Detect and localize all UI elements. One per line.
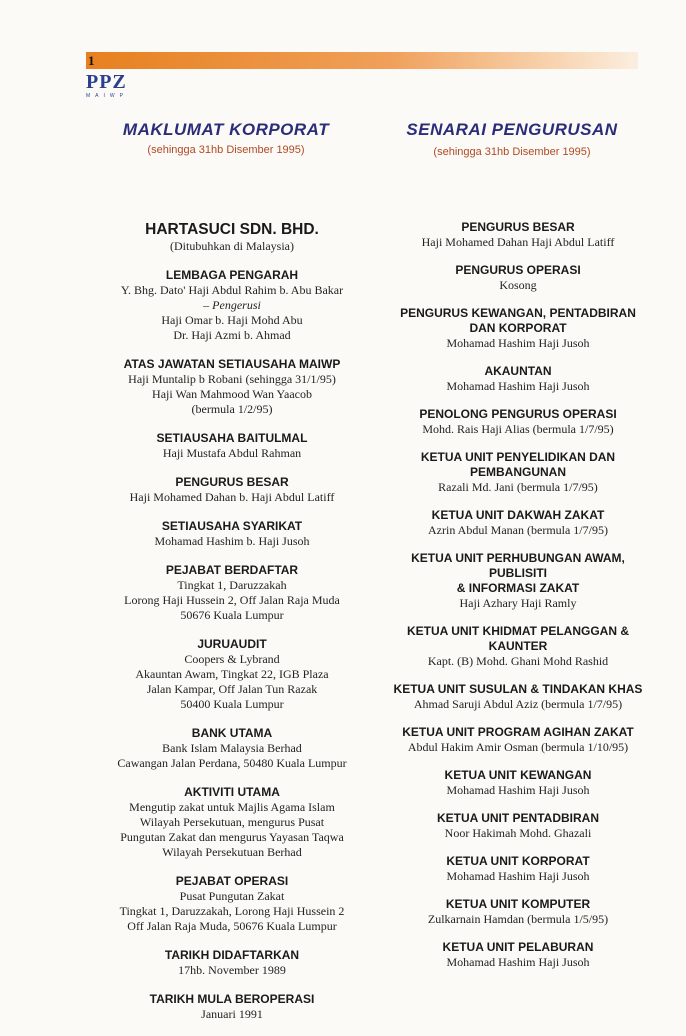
section-line: Haji Muntalip b Robani (sehingga 31/1/95)	[128, 372, 336, 386]
mgmt-title: PUBLISITI	[488, 566, 547, 580]
logo-subtext: MAIWP	[86, 93, 128, 99]
section-title: TARIKH MULA BEROPERASI	[149, 992, 315, 1006]
mgmt-title: KETUA UNIT SUSULAN & TINDAKAN KHAS	[393, 682, 643, 696]
section-line: Pusat Pungutan Zakat	[179, 889, 285, 903]
section-line: Off Jalan Raja Muda, 50676 Kuala Lumpur	[127, 919, 337, 933]
company-note: (Ditubuhkan di Malaysia)	[170, 239, 294, 253]
mgmt-title: DAN KORPORAT	[469, 321, 567, 335]
section-line: Jalan Kampar, Off Jalan Tun Razak	[146, 682, 318, 696]
mgmt-pengurus-operasi	[372, 263, 664, 293]
section-juruaudit	[86, 637, 378, 712]
section-setiausaha-syarikat	[86, 519, 378, 549]
mgmt-name: Azrin Abdul Manan (bermula 1/7/95)	[428, 523, 608, 537]
mgmt-title: KETUA UNIT KORPORAT	[446, 854, 590, 868]
mgmt-title: KETUA UNIT PENYELIDIKAN DAN	[420, 450, 616, 464]
section-setiausaha-maiwp	[86, 357, 378, 417]
section-bank-utama	[86, 726, 378, 771]
mgmt-name: Haji Mohamed Dahan Haji Abdul Latiff	[421, 235, 615, 249]
section-title: TARIKH DIDAFTARKAN	[164, 948, 300, 962]
section-lembaga-pengarah	[86, 268, 378, 343]
section-line: Januari 1991	[201, 1007, 263, 1021]
company-block	[86, 220, 378, 254]
mgmt-title: KETUA UNIT PERHUBUNGAN AWAM,	[411, 551, 625, 565]
mgmt-title: PENGURUS KEWANGAN, PENTADBIRAN	[400, 306, 636, 320]
section-line: Wilayah Persekutuan Berhad	[162, 845, 302, 859]
section-line: Pungutan Zakat dan mengurus Yayasan Taqwa	[120, 830, 344, 844]
section-line: – Pengerusi	[203, 298, 261, 312]
mgmt-unit-pelaburan	[372, 940, 664, 970]
mgmt-unit-kewangan	[372, 768, 664, 798]
mgmt-unit-dakwah	[372, 508, 664, 538]
mgmt-name: Mohamad Hashim Haji Jusoh	[446, 336, 590, 350]
company-name: HARTASUCI SDN. BHD.	[145, 221, 319, 238]
section-title: PEJABAT BERDAFTAR	[165, 563, 299, 577]
left-heading: MAKLUMAT KORPORAT	[122, 120, 330, 139]
mgmt-title: KETUA UNIT KEWANGAN	[444, 768, 592, 782]
section-pejabat-operasi	[86, 874, 378, 934]
mgmt-title: PENGURUS BESAR	[461, 220, 575, 234]
mgmt-title: PEMBANGUNAN	[470, 465, 566, 479]
section-line: Haji Mustafa Abdul Rahman	[162, 446, 302, 460]
section-line: Akauntan Awam, Tingkat 22, IGB Plaza	[135, 667, 329, 681]
header-bar	[86, 52, 638, 69]
section-line: Haji Wan Mahmood Wan Yaacob	[152, 387, 312, 401]
mgmt-name: Mohamad Hashim Haji Jusoh	[446, 783, 590, 797]
section-pengurus-besar	[86, 475, 378, 505]
section-tarikh-mula-beroperasi	[86, 992, 378, 1022]
section-line: Mengutip zakat untuk Majlis Agama Islam	[129, 800, 335, 814]
mgmt-title: KETUA UNIT PROGRAM AGIHAN ZAKAT	[402, 725, 634, 739]
mgmt-title: KETUA UNIT PELABURAN	[442, 940, 594, 954]
mgmt-name: Mohamad Hashim Haji Jusoh	[446, 869, 590, 883]
management-list-column	[372, 220, 664, 983]
mgmt-title: & INFORMASI ZAKAT	[456, 581, 580, 595]
right-heading: SENARAI PENGURUSAN	[406, 120, 618, 139]
mgmt-title: PENOLONG PENGURUS OPERASI	[419, 407, 617, 421]
section-line: Mohamad Hashim b. Haji Jusoh	[154, 534, 310, 548]
section-line: Tingkat 1, Daruzzakah, Lorong Haji Hussein 2	[119, 904, 345, 918]
mgmt-pengurus-besar	[372, 220, 664, 250]
mgmt-title: KETUA UNIT KOMPUTER	[445, 897, 591, 911]
mgmt-unit-penyelidikan	[372, 450, 664, 495]
section-title: BANK UTAMA	[191, 726, 273, 740]
section-title: LEMBAGA PENGARAH	[165, 268, 299, 282]
mgmt-penolong-pengurus-operasi	[372, 407, 664, 437]
mgmt-name: Haji Azhary Haji Ramly	[459, 596, 577, 610]
mgmt-unit-korporat	[372, 854, 664, 884]
section-line: Wilayah Persekutuan, mengurus Pusat	[139, 815, 325, 829]
mgmt-name: Mohamad Hashim Haji Jusoh	[446, 955, 590, 969]
mgmt-name: Noor Hakimah Mohd. Ghazali	[444, 826, 592, 840]
logo-text: PPZ	[86, 71, 127, 93]
mgmt-unit-agihan	[372, 725, 664, 755]
section-line: Coopers & Lybrand	[184, 652, 280, 666]
section-title: PENGURUS BESAR	[175, 475, 289, 489]
right-subheading: (sehingga 31hb Disember 1995)	[433, 146, 591, 158]
section-pejabat-berdaftar	[86, 563, 378, 623]
left-subheading: (sehingga 31hb Disember 1995)	[147, 144, 305, 156]
mgmt-unit-susulan	[372, 682, 664, 712]
section-tarikh-didaftarkan	[86, 948, 378, 978]
section-line: Bank Islam Malaysia Berhad	[162, 741, 302, 755]
mgmt-title: KAUNTER	[488, 639, 548, 653]
section-line: Tingkat 1, Daruzzakah	[177, 578, 287, 592]
section-title: JURUAUDIT	[197, 637, 267, 651]
mgmt-unit-pentadbiran	[372, 811, 664, 841]
mgmt-pengurus-kewangan	[372, 306, 664, 351]
mgmt-unit-perhubungan-awam	[372, 551, 664, 611]
section-aktiviti-utama	[86, 785, 378, 860]
mgmt-title: KETUA UNIT PENTADBIRAN	[437, 811, 599, 825]
mgmt-name: Abdul Hakim Amir Osman (bermula 1/10/95)	[407, 740, 629, 754]
mgmt-title: PENGURUS OPERASI	[455, 263, 581, 277]
mgmt-title: KETUA UNIT KHIDMAT PELANGGAN &	[407, 624, 629, 638]
section-line: Cawangan Jalan Perdana, 50480 Kuala Lumpur	[117, 756, 347, 770]
logo	[86, 72, 138, 99]
section-title: SETIAUSAHA SYARIKAT	[161, 519, 303, 533]
mgmt-name: Kosong	[499, 278, 537, 292]
mgmt-name: Mohamad Hashim Haji Jusoh	[446, 379, 590, 393]
section-line: Lorong Haji Hussein 2, Off Jalan Raja Muda	[124, 593, 340, 607]
mgmt-unit-khidmat-pelanggan	[372, 624, 664, 669]
page-number: 1	[88, 53, 95, 68]
mgmt-name: Kapt. (B) Mohd. Ghani Mohd Rashid	[427, 654, 609, 668]
mgmt-name: Ahmad Saruji Abdul Aziz (bermula 1/7/95)	[413, 697, 623, 711]
mgmt-akauntan	[372, 364, 664, 394]
section-title: ATAS JAWATAN SETIAUSAHA MAIWP	[123, 357, 341, 371]
section-line: Haji Omar b. Haji Mohd Abu	[161, 313, 303, 327]
section-title: AKTIVITI UTAMA	[184, 785, 280, 799]
section-title: SETIAUSAHA BAITULMAL	[156, 431, 308, 445]
section-line: 50676 Kuala Lumpur	[180, 608, 284, 622]
section-line: Y. Bhg. Dato' Haji Abdul Rahim b. Abu Bakar	[120, 283, 344, 297]
mgmt-unit-komputer	[372, 897, 664, 927]
mgmt-title: KETUA UNIT DAKWAH ZAKAT	[431, 508, 605, 522]
section-setiausaha-baitulmal	[86, 431, 378, 461]
section-line: 50400 Kuala Lumpur	[180, 697, 284, 711]
mgmt-name: Mohd. Rais Haji Alias (bermula 1/7/95)	[422, 422, 614, 436]
section-title: PEJABAT OPERASI	[175, 874, 289, 888]
mgmt-name: Zulkarnain Hamdan (bermula 1/5/95)	[427, 912, 609, 926]
mgmt-name: Razali Md. Jani (bermula 1/7/95)	[438, 480, 598, 494]
section-line: Haji Mohamed Dahan b. Haji Abdul Latiff	[129, 490, 335, 504]
corporate-info-column	[86, 220, 378, 1036]
section-line: (bermula 1/2/95)	[191, 402, 273, 416]
section-line: 17hb. November 1989	[178, 963, 286, 977]
section-line: Dr. Haji Azmi b. Ahmad	[173, 328, 291, 342]
mgmt-title: AKAUNTAN	[484, 364, 552, 378]
